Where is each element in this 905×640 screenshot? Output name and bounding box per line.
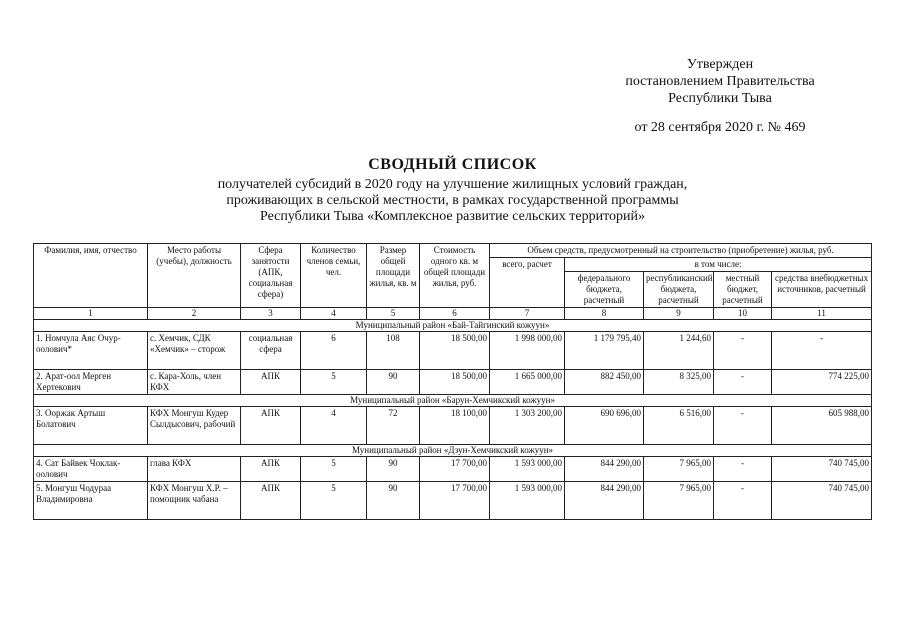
column-number: 6 bbox=[420, 308, 490, 320]
document-title: СВОДНЫЙ СПИСОК bbox=[368, 156, 537, 173]
approval-line: Республики Тыва bbox=[668, 91, 772, 106]
decree-date: от 28 сентября 2020 г. № 469 bbox=[634, 120, 806, 135]
district-row bbox=[34, 445, 872, 457]
approval-block bbox=[560, 56, 880, 107]
cell-republic: 7 965,00 bbox=[644, 457, 714, 482]
cell-republic: 1 244,60 bbox=[644, 332, 714, 370]
subtitle-line: Республики Тыва «Комплексное развитие сельских территорий» bbox=[260, 209, 645, 224]
cell-name: 4. Сат Байвек Чоклак-оолович bbox=[34, 457, 148, 482]
cell-family: 4 bbox=[301, 407, 367, 445]
document-subtitle bbox=[0, 177, 905, 225]
cell-total: 1 998 000,00 bbox=[490, 332, 565, 370]
cell-workplace: КФХ Монгуш Кудер Сылдысович, рабочий bbox=[148, 407, 241, 445]
header-cost: Стоимость одного кв. м общей площади жилья, руб. bbox=[420, 244, 490, 308]
header-republic: республиканский бюджета, расчетный bbox=[644, 272, 714, 308]
header-volume: Объем средств, предусмотренный на строительство (приобретение) жилья, руб. bbox=[490, 244, 872, 258]
cell-cost: 17 700,00 bbox=[420, 482, 490, 520]
cell-sphere: АПК bbox=[241, 370, 301, 395]
cell-area: 108 bbox=[367, 332, 420, 370]
table-row bbox=[34, 370, 872, 395]
cell-republic: 6 516,00 bbox=[644, 407, 714, 445]
cell-family: 5 bbox=[301, 370, 367, 395]
cell-total: 1 303 200,00 bbox=[490, 407, 565, 445]
header-total: всего, расчет bbox=[490, 258, 565, 308]
cell-extra: - bbox=[772, 332, 872, 370]
header-local: местный бюджет, расчетный bbox=[714, 272, 772, 308]
header-area: Размер общей площади жилья, кв. м bbox=[367, 244, 420, 308]
cell-area: 90 bbox=[367, 457, 420, 482]
cell-extra: 774 225,00 bbox=[772, 370, 872, 395]
cell-total: 1 593 000,00 bbox=[490, 457, 565, 482]
district-name: Муниципальный район «Барун-Хемчикский кожуун» bbox=[34, 395, 872, 407]
subtitle-line: получателей субсидий в 2020 году на улучшение жилищных условий граждан, bbox=[217, 177, 688, 192]
table-row bbox=[34, 457, 872, 482]
cell-republic: 7 965,00 bbox=[644, 482, 714, 520]
header-workplace: Место работы (учебы), должность bbox=[148, 244, 241, 308]
cell-family: 6 bbox=[301, 332, 367, 370]
column-number: 1 bbox=[34, 308, 148, 320]
cell-extra: 740 745,00 bbox=[772, 457, 872, 482]
cell-name: 1. Номчула Аяс Очур-оолович* bbox=[34, 332, 148, 370]
column-number: 5 bbox=[367, 308, 420, 320]
cell-extra: 605 988,00 bbox=[772, 407, 872, 445]
cell-extra: 740 745,00 bbox=[772, 482, 872, 520]
cell-workplace: глава КФХ bbox=[148, 457, 241, 482]
district-name: Муниципальный район «Дзун-Хемчикский кожуун» bbox=[34, 445, 872, 457]
cell-name: 2. Арат-оол Мерген Хертекович bbox=[34, 370, 148, 395]
cell-total: 1 665 000,00 bbox=[490, 370, 565, 395]
cell-cost: 18 500,00 bbox=[420, 370, 490, 395]
column-number: 3 bbox=[241, 308, 301, 320]
cell-cost: 18 500,00 bbox=[420, 332, 490, 370]
cell-local: - bbox=[714, 407, 772, 445]
cell-federal: 882 450,00 bbox=[565, 370, 644, 395]
cell-sphere: социальная сфера bbox=[241, 332, 301, 370]
cell-federal: 844 290,00 bbox=[565, 482, 644, 520]
cell-name: 5. Монгуш Чодураа Владимировна bbox=[34, 482, 148, 520]
cell-federal: 690 696,00 bbox=[565, 407, 644, 445]
district-row bbox=[34, 395, 872, 407]
column-number: 4 bbox=[301, 308, 367, 320]
cell-workplace: КФХ Монгуш Х.Р. – помощник чабана bbox=[148, 482, 241, 520]
cell-local: - bbox=[714, 332, 772, 370]
cell-sphere: АПК bbox=[241, 457, 301, 482]
header-extra: средства внебюджетных источников, расчетный bbox=[772, 272, 872, 308]
cell-total: 1 593 000,00 bbox=[490, 482, 565, 520]
column-number: 2 bbox=[148, 308, 241, 320]
cell-family: 5 bbox=[301, 482, 367, 520]
cell-federal: 844 290,00 bbox=[565, 457, 644, 482]
cell-name: 3. Ооржак Артыш Болатович bbox=[34, 407, 148, 445]
header-federal: федерального бюджета, расчетный bbox=[565, 272, 644, 308]
cell-cost: 17 700,00 bbox=[420, 457, 490, 482]
cell-area: 90 bbox=[367, 482, 420, 520]
cell-local: - bbox=[714, 457, 772, 482]
header-including: в том числе: bbox=[565, 258, 872, 272]
cell-area: 72 bbox=[367, 407, 420, 445]
column-number: 10 bbox=[714, 308, 772, 320]
cell-local: - bbox=[714, 482, 772, 520]
cell-family: 5 bbox=[301, 457, 367, 482]
cell-republic: 8 325,00 bbox=[644, 370, 714, 395]
header-family: Количество членов семьи, чел. bbox=[301, 244, 367, 308]
header-sphere: Сфера занятости (АПК, социальная сфера) bbox=[241, 244, 301, 308]
table-row bbox=[34, 407, 872, 445]
table-row bbox=[34, 482, 872, 520]
cell-sphere: АПК bbox=[241, 407, 301, 445]
cell-local: - bbox=[714, 370, 772, 395]
subtitle-line: проживающих в сельской местности, в рамках государственной программы bbox=[226, 193, 679, 208]
approval-line: постановлением Правительства bbox=[625, 74, 815, 89]
cell-federal: 1 179 795,40 bbox=[565, 332, 644, 370]
column-number: 11 bbox=[772, 308, 872, 320]
column-number: 9 bbox=[644, 308, 714, 320]
district-name: Муниципальный район «Бай-Тайгинский кожуун» bbox=[34, 320, 872, 332]
approval-line: Утвержден bbox=[686, 57, 754, 72]
column-number: 8 bbox=[565, 308, 644, 320]
cell-sphere: АПК bbox=[241, 482, 301, 520]
cell-area: 90 bbox=[367, 370, 420, 395]
cell-workplace: с. Хемчик, СДК «Хемчик» – сторож bbox=[148, 332, 241, 370]
cell-workplace: с. Кара-Холь, член КФХ bbox=[148, 370, 241, 395]
column-number: 7 bbox=[490, 308, 565, 320]
district-row bbox=[34, 320, 872, 332]
table-row bbox=[34, 332, 872, 370]
recipients-table bbox=[33, 243, 872, 520]
header-name: Фамилия, имя, отчество bbox=[34, 244, 148, 308]
cell-cost: 18 100,00 bbox=[420, 407, 490, 445]
